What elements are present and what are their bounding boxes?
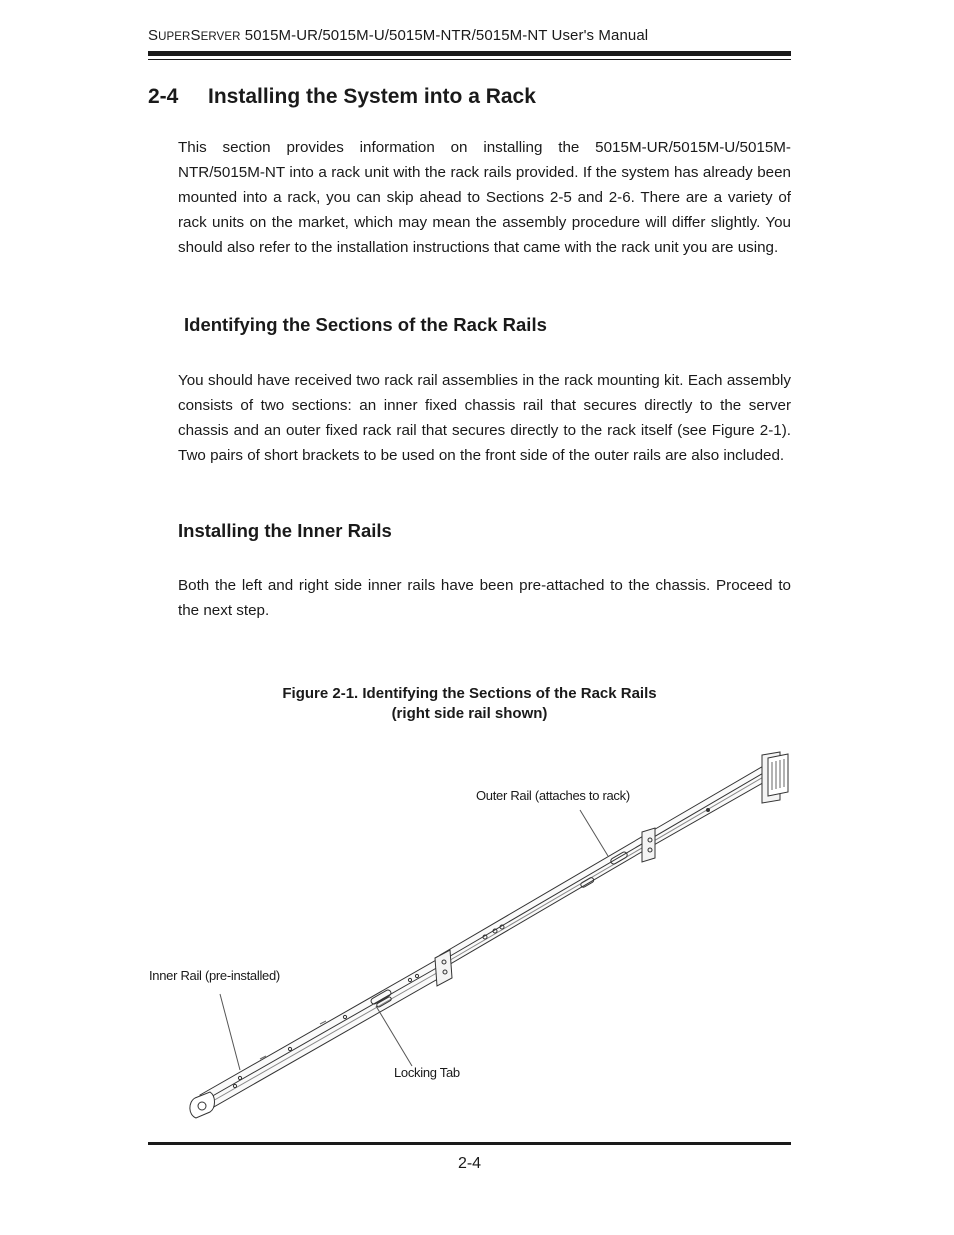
section-heading	[148, 85, 536, 109]
locking-tab-label: Locking Tab	[394, 1065, 460, 1080]
brand-s2: S	[190, 27, 201, 44]
brand-uper: UPER	[158, 31, 191, 43]
inner-rail-label: Inner Rail (pre-installed)	[149, 968, 280, 983]
intro-paragraph: This section provides information on installing the 5015M-UR/5015M-U/5015M-NTR/5015M-NT into a rack unit with the rack rails provided. If the system has already been mounted into a rack, you can skip ahead to Sections 2-5 and 2-6. There are a variety of rack units on the market, which may mean the assembly procedure will differ slightly. You should also refer to the installation instructions that came with the rack unit you are using.	[178, 139, 791, 256]
outer-rail-leader	[580, 810, 608, 856]
inner-rail-leader	[220, 994, 240, 1070]
rack-rail-figure	[140, 740, 800, 1140]
brand-s1: S	[148, 27, 159, 44]
inner-rails-paragraph: Both the left and right side inner rails have been pre-attached to the chassis. Proceed to the next step.	[178, 577, 791, 619]
locking-tab-leader	[376, 1006, 412, 1066]
outer-rail-drawing	[440, 752, 788, 970]
header-rule-thick	[148, 51, 791, 56]
figure-caption-line2: (right side rail shown)	[391, 705, 548, 722]
running-header	[148, 27, 648, 44]
manual-title: 5015M-UR/5015M-U/5015M-NTR/5015M-NT User's Manual	[240, 27, 649, 44]
subsection-heading-rack-rails: Identifying the Sections of the Rack Rails	[184, 314, 547, 335]
figure-caption-line1: Figure 2-1. Identifying the Sections of the Rack Rails	[282, 685, 657, 702]
section-title: Installing the System into a Rack	[208, 85, 536, 108]
section-number: 2-4	[148, 85, 179, 108]
footer-rule	[148, 1142, 791, 1145]
outer-rail-label: Outer Rail (attaches to rack)	[476, 788, 630, 803]
rack-rails-paragraph: You should have received two rack rail assemblies in the rack mounting kit. Each assembly consists of two sections: an inner fixed chassis rail that secures directly to the server chassis and an outer fixed rack rail that secures directly to the rack itself (see Figure 2-1). Two pairs of short brackets to be used on the front side of the outer rails are also included.	[178, 372, 791, 464]
subsection-heading-inner-rails: Installing the Inner Rails	[178, 520, 392, 541]
figure-caption	[148, 684, 791, 724]
header-rule-thin	[148, 59, 791, 60]
page-number: 2-4	[457, 1155, 482, 1172]
brand-erver: ERVER	[200, 31, 241, 43]
